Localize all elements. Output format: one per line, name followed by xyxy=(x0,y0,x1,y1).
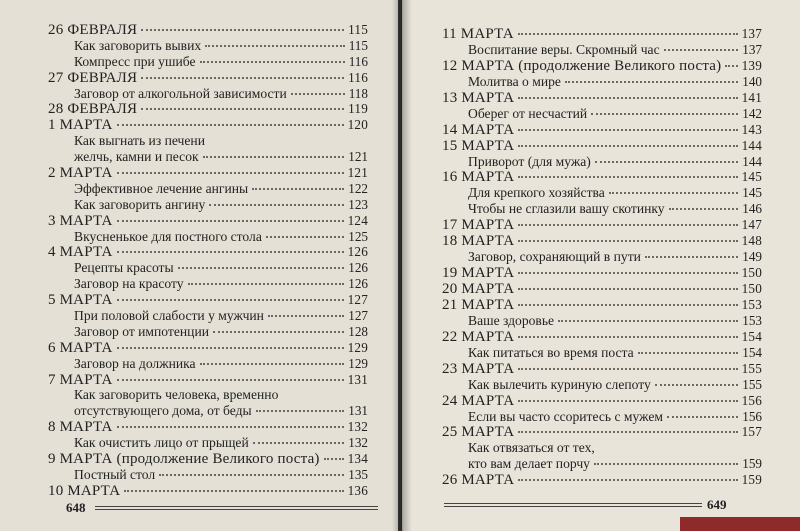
toc-date-entry xyxy=(442,297,762,313)
toc-entry-page: 116 xyxy=(348,53,368,69)
toc-entry-title: Как заговорить ангину xyxy=(74,196,206,212)
dot-leader xyxy=(518,400,737,402)
toc-entry-title: Ваше здоровье xyxy=(468,312,555,328)
toc-date-entry xyxy=(442,393,762,409)
toc-entry-title: желчь, камни и песок xyxy=(74,149,199,165)
toc-entry-title: Как вылечить куриную слепоту xyxy=(468,376,651,392)
toc-entry-page: 132 xyxy=(347,419,368,435)
toc-date-entry xyxy=(442,329,762,345)
toc-entry-page: 119 xyxy=(348,101,368,117)
dot-leader xyxy=(518,479,737,481)
toc-entry-page: 122 xyxy=(348,180,368,196)
toc-entry-page: 159 xyxy=(742,456,762,472)
toc-entry-title: 22 МАРТА xyxy=(442,328,515,345)
dot-leader xyxy=(141,29,344,31)
toc-entry-page: 148 xyxy=(741,233,762,249)
toc-entry-title: Воспитание веры. Скромный час xyxy=(468,41,660,57)
toc-entry-title: 24 МАРТА xyxy=(442,392,515,409)
toc-date-entry xyxy=(48,244,368,260)
dot-leader xyxy=(291,93,345,95)
toc-entry-page: 154 xyxy=(742,344,762,360)
toc-date-entry xyxy=(442,472,762,488)
toc-entry-page: 116 xyxy=(348,69,368,85)
dot-leader xyxy=(645,256,738,258)
toc-entry-title: Заговор на красоту xyxy=(74,276,184,292)
toc-entry-page: 157 xyxy=(741,424,762,440)
right-footer-rule xyxy=(444,503,702,507)
toc-date-entry xyxy=(442,424,762,440)
toc-entry-title: 21 МАРТА xyxy=(442,296,515,313)
toc-date-entry xyxy=(442,361,762,377)
toc-date-entry xyxy=(48,483,368,499)
dot-leader xyxy=(203,156,345,158)
toc-entry-page: 139 xyxy=(741,57,762,73)
toc-entry-page: 131 xyxy=(347,371,368,387)
toc-date-entry xyxy=(48,22,368,38)
toc-entry-title: отсутствующего дома, от беды xyxy=(74,403,252,419)
toc-date-entry xyxy=(442,169,762,185)
toc-entry-title: 26 ФЕВРАЛЯ xyxy=(48,22,138,38)
dot-leader xyxy=(518,145,737,147)
dot-leader xyxy=(518,97,737,99)
toc-topic-entry xyxy=(442,456,762,472)
dot-leader xyxy=(518,368,737,370)
dot-leader xyxy=(141,77,344,79)
toc-entry-page: 147 xyxy=(741,217,762,233)
dot-leader xyxy=(638,352,739,354)
toc-entry-page: 150 xyxy=(741,281,762,296)
toc-entry-page: 126 xyxy=(347,244,368,260)
dot-leader xyxy=(117,172,344,174)
toc-entry-page: 146 xyxy=(742,201,762,217)
right-page xyxy=(402,0,800,531)
book-cover-edge xyxy=(680,517,800,531)
toc-entry-title: 25 МАРТА xyxy=(442,424,515,441)
toc-date-entry xyxy=(48,451,368,467)
toc-entry-title: Приворот (для мужа) xyxy=(468,153,591,169)
toc-topic-entry xyxy=(442,154,762,170)
toc-entry-title: Для крепкого хозяйства xyxy=(468,185,605,201)
toc-entry-page: 145 xyxy=(742,185,762,201)
dot-leader xyxy=(268,315,344,317)
right-page-number: 649 xyxy=(707,497,727,512)
toc-topic-entry xyxy=(442,106,762,122)
toc-date-entry xyxy=(442,90,762,106)
toc-entry-page: 128 xyxy=(348,323,368,339)
toc-entry-title: Если вы часто ссоритесь с мужем xyxy=(468,408,663,424)
toc-entry-title: Как питаться во время поста xyxy=(468,344,634,360)
toc-entry-title: Оберег от несчастий xyxy=(468,105,588,121)
toc-entry-page: 149 xyxy=(742,249,762,265)
toc-date-entry xyxy=(48,419,368,435)
dot-leader xyxy=(518,304,737,306)
toc-entry-title: Компресс при ушибе xyxy=(74,53,196,69)
dot-leader xyxy=(725,65,737,67)
toc-entry-page: 140 xyxy=(742,73,762,89)
toc-topic-entry xyxy=(48,260,368,276)
toc-entry-title: 5 МАРТА xyxy=(48,292,113,309)
toc-entry-page: 156 xyxy=(742,408,762,424)
toc-entry-title: 8 МАРТА xyxy=(48,419,113,436)
toc-entry-title: 16 МАРТА xyxy=(442,169,515,186)
toc-entry-title: Как выгнать из печени xyxy=(74,133,205,149)
dot-leader xyxy=(200,363,345,365)
toc-topic-entry xyxy=(48,149,368,165)
dot-leader xyxy=(124,490,343,492)
toc-entry-title: 18 МАРТА xyxy=(442,233,515,250)
toc-entry-page: 127 xyxy=(347,292,368,308)
toc-topic-entry xyxy=(442,377,762,393)
left-contents-list xyxy=(48,22,368,499)
toc-entry-page: 144 xyxy=(742,153,762,169)
toc-entry-title: 1 МАРТА xyxy=(48,117,113,134)
toc-topic-entry xyxy=(442,345,762,361)
dot-leader xyxy=(213,331,344,333)
toc-entry-page: 121 xyxy=(347,165,368,181)
toc-entry-title: Заговор от импотенции xyxy=(74,323,209,339)
toc-entry-page: 156 xyxy=(741,392,762,408)
toc-entry-page: 126 xyxy=(348,260,368,276)
toc-topic-entry xyxy=(48,54,368,70)
toc-topic-entry xyxy=(48,229,368,245)
toc-entry-title: 10 МАРТА xyxy=(48,482,121,499)
toc-entry-title: Молитва о мире xyxy=(468,73,561,89)
dot-leader xyxy=(117,251,344,253)
toc-date-entry xyxy=(442,281,762,297)
toc-entry-page: 126 xyxy=(348,276,368,292)
toc-entry-title: 27 ФЕВРАЛЯ xyxy=(48,69,138,86)
toc-entry-page: 129 xyxy=(347,339,368,355)
toc-entry-title: 14 МАРТА xyxy=(442,121,515,138)
toc-entry-title: Заговор от алкогольной зависимости xyxy=(74,85,287,101)
dot-leader xyxy=(253,442,344,444)
toc-entry-title: Как отвязаться от тех, xyxy=(468,440,595,456)
toc-entry-title: 23 МАРТА xyxy=(442,360,515,377)
toc-topic-entry xyxy=(48,403,368,419)
toc-date-entry xyxy=(442,122,762,138)
toc-topic-entry xyxy=(442,409,762,425)
toc-date-entry xyxy=(442,233,762,249)
toc-entry-page: 134 xyxy=(347,451,368,467)
dot-leader xyxy=(518,431,737,433)
toc-entry-page: 121 xyxy=(348,149,368,165)
dot-leader xyxy=(669,208,739,210)
dot-leader xyxy=(518,272,737,274)
dot-leader xyxy=(518,224,737,226)
toc-date-entry xyxy=(442,138,762,154)
book-gutter xyxy=(392,0,412,531)
dot-leader xyxy=(117,299,344,301)
dot-leader xyxy=(518,33,738,35)
toc-entry-title: кто вам делает порчу xyxy=(468,456,590,472)
toc-date-entry xyxy=(442,26,762,42)
toc-entry-page: 143 xyxy=(741,121,762,137)
right-contents-list xyxy=(442,26,762,488)
toc-entry-title: 28 ФЕВРАЛЯ xyxy=(48,101,138,118)
toc-entry-title: Постный стол xyxy=(74,466,156,482)
toc-date-entry xyxy=(48,101,368,117)
toc-entry-page: 137 xyxy=(741,26,762,41)
toc-topic-entry xyxy=(48,86,368,102)
toc-entry-title: 7 МАРТА xyxy=(48,371,113,388)
dot-leader xyxy=(324,458,344,460)
toc-entry-page: 145 xyxy=(741,169,762,185)
toc-entry-title: 17 МАРТА xyxy=(442,217,515,234)
toc-entry-page: 135 xyxy=(348,466,368,482)
toc-entry-page: 141 xyxy=(741,89,762,105)
toc-date-entry xyxy=(48,292,368,308)
toc-entry-title: 3 МАРТА xyxy=(48,212,113,229)
toc-topic-entry xyxy=(48,276,368,292)
toc-entry-title: 20 МАРТА xyxy=(442,281,515,297)
dot-leader xyxy=(117,220,344,222)
dot-leader xyxy=(117,426,344,428)
toc-entry-page: 153 xyxy=(742,312,762,328)
dot-leader xyxy=(200,61,345,63)
dot-leader xyxy=(266,236,344,238)
toc-entry-title: 12 МАРТА (продолжение Великого поста) xyxy=(442,57,722,74)
toc-date-entry xyxy=(48,70,368,86)
toc-entry-page: 127 xyxy=(348,308,368,324)
dot-leader xyxy=(518,336,737,338)
dot-leader xyxy=(518,240,737,242)
dot-leader xyxy=(205,45,345,47)
dot-leader xyxy=(518,288,737,290)
toc-entry-page: 153 xyxy=(741,296,762,312)
toc-entry-title: 19 МАРТА xyxy=(442,265,515,282)
toc-topic-entry xyxy=(48,133,368,149)
toc-entry-page: 142 xyxy=(742,105,762,121)
dot-leader xyxy=(518,176,737,178)
toc-entry-page: 150 xyxy=(741,265,762,281)
dot-leader xyxy=(595,161,738,163)
toc-topic-entry xyxy=(442,313,762,329)
dot-leader xyxy=(117,347,344,349)
toc-topic-entry xyxy=(48,38,368,54)
left-page xyxy=(0,0,398,531)
toc-date-entry xyxy=(48,340,368,356)
toc-entry-page: 132 xyxy=(348,435,368,451)
toc-entry-title: 2 МАРТА xyxy=(48,165,113,182)
toc-entry-page: 123 xyxy=(348,196,368,212)
toc-entry-page: 154 xyxy=(741,328,762,344)
toc-date-entry xyxy=(442,58,762,74)
toc-date-entry xyxy=(48,165,368,181)
toc-entry-title: 26 МАРТА xyxy=(442,472,515,489)
dot-leader xyxy=(518,129,737,131)
toc-entry-page: 124 xyxy=(347,212,368,228)
toc-date-entry xyxy=(442,265,762,281)
toc-entry-title: 6 МАРТА xyxy=(48,339,113,356)
dot-leader xyxy=(209,204,344,206)
toc-entry-page: 155 xyxy=(742,376,762,392)
dot-leader xyxy=(117,379,344,381)
toc-entry-title: Заговор на должника xyxy=(74,355,196,371)
toc-date-entry xyxy=(48,117,368,133)
toc-entry-page: 115 xyxy=(348,22,368,37)
dot-leader xyxy=(141,108,344,110)
toc-topic-entry xyxy=(442,185,762,201)
toc-entry-title: 11 МАРТА xyxy=(442,26,514,42)
dot-leader xyxy=(178,267,345,269)
toc-topic-entry xyxy=(442,249,762,265)
dot-leader xyxy=(558,320,738,322)
toc-entry-title: 9 МАРТА (продолжение Великого поста) xyxy=(48,451,320,468)
dot-leader xyxy=(256,410,345,412)
toc-entry-title: Чтобы не сглазили вашу скотинку xyxy=(468,201,665,217)
toc-entry-page: 120 xyxy=(347,117,368,133)
toc-entry-page: 125 xyxy=(348,228,368,244)
dot-leader xyxy=(664,49,739,51)
toc-topic-entry xyxy=(442,42,762,58)
toc-topic-entry xyxy=(442,201,762,217)
left-page-number: 648 xyxy=(66,500,86,515)
dot-leader xyxy=(159,474,344,476)
toc-entry-title: Как заговорить вывих xyxy=(74,37,202,53)
toc-topic-entry xyxy=(48,197,368,213)
dot-leader xyxy=(667,416,738,418)
toc-entry-title: Как очистить лицо от прыщей xyxy=(74,435,249,451)
toc-topic-entry xyxy=(442,440,762,456)
dot-leader xyxy=(594,463,738,465)
toc-entry-page: 159 xyxy=(741,472,762,488)
toc-entry-title: 4 МАРТА xyxy=(48,244,113,261)
toc-entry-page: 131 xyxy=(348,403,368,419)
toc-entry-title: Заговор, сохраняющий в пути xyxy=(468,249,641,265)
toc-entry-title: Вкусненькое для постного стола xyxy=(74,228,262,244)
toc-entry-page: 137 xyxy=(742,41,762,57)
dot-leader xyxy=(117,124,344,126)
toc-entry-title: Эффективное лечение ангины xyxy=(74,180,249,196)
toc-date-entry xyxy=(48,372,368,388)
toc-entry-page: 136 xyxy=(347,482,368,498)
dot-leader xyxy=(609,192,738,194)
toc-entry-page: 115 xyxy=(348,37,368,53)
toc-topic-entry xyxy=(48,387,368,403)
dot-leader xyxy=(188,283,345,285)
toc-date-entry xyxy=(48,213,368,229)
toc-topic-entry xyxy=(48,467,368,483)
toc-topic-entry xyxy=(442,74,762,90)
toc-entry-title: 15 МАРТА xyxy=(442,137,515,154)
toc-entry-title: При половой слабости у мужчин xyxy=(74,308,264,324)
toc-topic-entry xyxy=(48,181,368,197)
dot-leader xyxy=(565,81,738,83)
toc-entry-title: 13 МАРТА xyxy=(442,89,515,106)
dot-leader xyxy=(655,384,738,386)
toc-entry-title: Как заговорить человека, временно xyxy=(74,387,279,403)
toc-date-entry xyxy=(442,217,762,233)
toc-entry-title: Рецепты красоты xyxy=(74,260,174,276)
dot-leader xyxy=(252,188,344,190)
toc-topic-entry xyxy=(48,435,368,451)
toc-topic-entry xyxy=(48,356,368,372)
dot-leader xyxy=(591,113,738,115)
toc-entry-page: 129 xyxy=(348,355,368,371)
toc-topic-entry xyxy=(48,324,368,340)
toc-entry-page: 118 xyxy=(348,85,368,101)
toc-entry-page: 155 xyxy=(741,360,762,376)
toc-topic-entry xyxy=(48,308,368,324)
left-footer-rule xyxy=(95,506,378,510)
toc-entry-page: 144 xyxy=(741,137,762,153)
